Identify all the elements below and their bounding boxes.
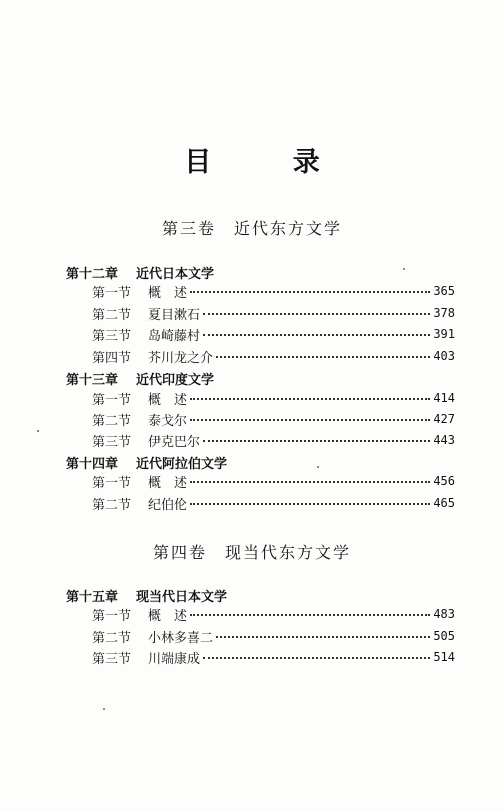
page-number: 378 xyxy=(433,306,455,320)
page-number: 483 xyxy=(433,607,455,621)
page-title: 目 录 xyxy=(184,147,356,178)
section-number: 第二节 xyxy=(92,413,132,429)
toc-entry[interactable] xyxy=(92,605,455,623)
dot-leader xyxy=(190,392,430,400)
page-number: 403 xyxy=(433,349,455,363)
chapter-title: 近代印度文学 xyxy=(136,373,215,388)
section-number: 第一节 xyxy=(92,285,132,301)
section-number: 第二节 xyxy=(92,307,132,323)
dot-leader xyxy=(190,608,430,616)
page-number: 465 xyxy=(433,496,455,510)
scan-speck xyxy=(403,268,405,270)
toc-entry[interactable] xyxy=(92,304,455,322)
dot-leader xyxy=(203,307,430,315)
page-number: 414 xyxy=(433,391,455,405)
dot-leader xyxy=(203,434,430,442)
chapter-heading xyxy=(66,453,227,472)
section-number: 第一节 xyxy=(92,475,132,491)
section-number: 第一节 xyxy=(92,392,132,408)
section-number: 第三节 xyxy=(92,328,132,344)
toc-entry[interactable] xyxy=(92,648,455,666)
volume-heading: 第三卷 近代东方文学 xyxy=(161,219,342,238)
dot-leader xyxy=(203,651,430,659)
page-number: 391 xyxy=(433,327,455,341)
section-title: 夏目漱石 xyxy=(148,307,201,323)
chapter-number: 第十三章 xyxy=(66,373,119,388)
section-title: 泰戈尔 xyxy=(148,413,188,429)
section-number: 第四节 xyxy=(92,350,132,366)
toc-entry[interactable] xyxy=(92,494,455,512)
dot-leader xyxy=(190,475,430,483)
chapter-title: 现当代日本文学 xyxy=(136,590,228,605)
toc-entry[interactable] xyxy=(92,410,455,428)
section-title: 芥川龙之介 xyxy=(148,350,214,366)
section-number: 第一节 xyxy=(92,608,132,624)
toc-entry[interactable] xyxy=(92,347,455,365)
section-number: 第三节 xyxy=(92,651,132,667)
section-title: 川端康成 xyxy=(148,651,201,667)
section-title: 岛崎藤村 xyxy=(148,328,201,344)
page-number: 443 xyxy=(433,433,455,447)
section-title: 概 述 xyxy=(148,608,188,624)
section-title: 概 述 xyxy=(148,285,188,301)
section-number: 第二节 xyxy=(92,630,132,646)
dot-leader xyxy=(190,285,430,293)
dot-leader xyxy=(216,350,430,358)
page-number: 427 xyxy=(433,412,455,426)
section-number: 第二节 xyxy=(92,497,132,513)
chapter-title: 近代阿拉伯文学 xyxy=(136,457,228,472)
chapter-title: 近代日本文学 xyxy=(136,267,215,282)
page-number: 505 xyxy=(433,629,455,643)
section-title: 概 述 xyxy=(148,475,188,491)
scan-speck xyxy=(317,466,319,468)
section-title: 概 述 xyxy=(148,392,188,408)
chapter-heading xyxy=(66,369,214,388)
toc-entry[interactable] xyxy=(92,282,455,300)
volume-heading: 第四卷 现当代东方文学 xyxy=(152,543,351,562)
section-title: 小林多喜二 xyxy=(148,630,214,646)
toc-entry[interactable] xyxy=(92,325,455,343)
chapter-number: 第十四章 xyxy=(66,457,119,472)
chapter-heading xyxy=(66,263,214,282)
dot-leader xyxy=(190,413,430,421)
section-title: 纪伯伦 xyxy=(148,497,188,513)
page-number: 514 xyxy=(433,650,455,664)
toc-entry[interactable] xyxy=(92,627,455,645)
chapter-number: 第十二章 xyxy=(66,267,119,282)
page-number: 456 xyxy=(433,474,455,488)
dot-leader xyxy=(203,328,430,336)
toc-entry[interactable] xyxy=(92,472,455,490)
scan-speck xyxy=(37,430,39,432)
page-number: 365 xyxy=(433,284,455,298)
chapter-number: 第十五章 xyxy=(66,590,119,605)
section-number: 第三节 xyxy=(92,434,132,450)
dot-leader xyxy=(216,630,430,638)
dot-leader xyxy=(190,497,430,505)
scan-speck xyxy=(103,708,105,710)
chapter-heading xyxy=(66,586,227,605)
toc-entry[interactable] xyxy=(92,431,455,449)
toc-entry[interactable] xyxy=(92,389,455,407)
section-title: 伊克巴尔 xyxy=(148,434,201,450)
